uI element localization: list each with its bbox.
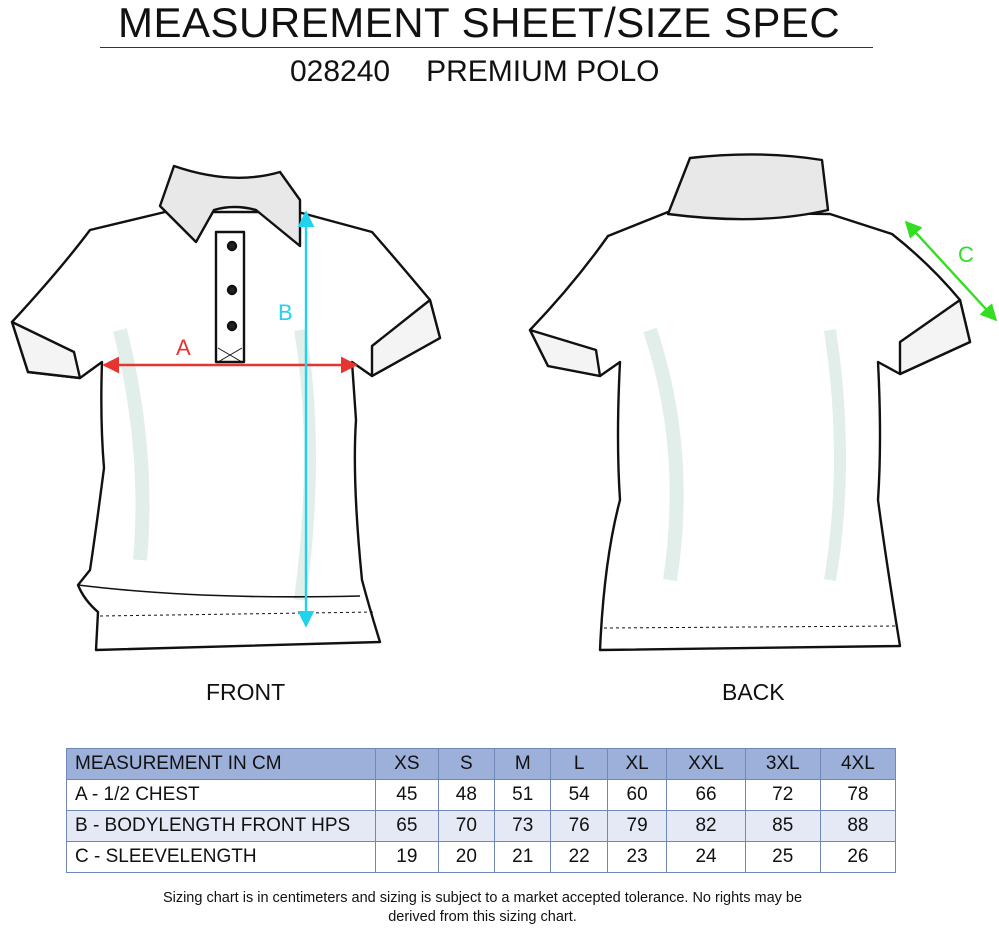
table-cell: 82 (667, 811, 745, 842)
garment-drawing (0, 100, 999, 680)
marker-a-label: A (176, 335, 191, 360)
row-label: C - SLEEVELENGTH (67, 842, 376, 873)
back-view-label: BACK (722, 679, 785, 705)
table-cell: 48 (438, 780, 494, 811)
table-header-label: MEASUREMENT IN CM (67, 749, 376, 780)
back-polo (530, 154, 970, 650)
table-cell: 72 (745, 780, 820, 811)
row-label: A - 1/2 CHEST (67, 780, 376, 811)
table-cell: 66 (667, 780, 745, 811)
table-cell: 22 (551, 842, 607, 873)
title-divider (100, 47, 873, 48)
table-cell: 76 (551, 811, 607, 842)
size-header: 4XL (820, 749, 895, 780)
table-cell: 24 (667, 842, 745, 873)
table-cell: 73 (495, 811, 551, 842)
table-cell: 19 (376, 842, 439, 873)
size-header: L (551, 749, 607, 780)
table-header-row (67, 749, 896, 780)
size-header: XS (376, 749, 439, 780)
table-cell: 88 (820, 811, 895, 842)
table-cell: 60 (607, 780, 667, 811)
size-spec-table (66, 748, 896, 873)
marker-c-label: C (958, 242, 974, 267)
table-cell: 65 (376, 811, 439, 842)
front-polo (12, 166, 440, 650)
size-header: 3XL (745, 749, 820, 780)
marker-b-label: B (278, 300, 293, 325)
table-cell: 78 (820, 780, 895, 811)
table-row (67, 811, 896, 842)
table-cell: 25 (745, 842, 820, 873)
table-cell: 26 (820, 842, 895, 873)
size-header: M (495, 749, 551, 780)
size-header: S (438, 749, 494, 780)
table-cell: 23 (607, 842, 667, 873)
table-cell: 21 (495, 842, 551, 873)
product-code: 028240 (290, 55, 391, 88)
page-title: MEASUREMENT SHEET/SIZE SPEC (118, 0, 841, 46)
table-cell: 45 (376, 780, 439, 811)
product-heading (290, 54, 659, 90)
front-view-label: FRONT (206, 679, 286, 705)
row-label: B - BODYLENGTH FRONT HPS (67, 811, 376, 842)
size-header: XXL (667, 749, 745, 780)
table-cell: 51 (495, 780, 551, 811)
table-row (67, 842, 896, 873)
table-cell: 20 (438, 842, 494, 873)
table-row (67, 780, 896, 811)
table-cell: 70 (438, 811, 494, 842)
size-header: XL (607, 749, 667, 780)
table-cell: 85 (745, 811, 820, 842)
disclaimer-note: Sizing chart is in centimeters and sizing is subject to a market accepted tolerance. No rights may be derived from this sizing chart. (162, 890, 803, 925)
table-cell: 79 (607, 811, 667, 842)
table-cell: 54 (551, 780, 607, 811)
product-name: PREMIUM POLO (426, 55, 660, 88)
